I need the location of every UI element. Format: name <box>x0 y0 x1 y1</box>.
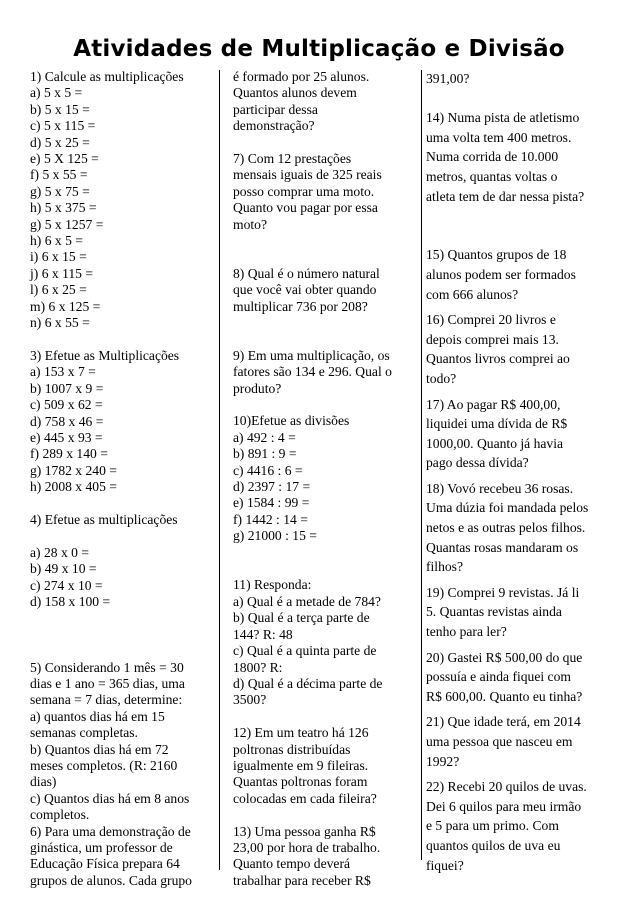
col2-line: trabalhar para receber R$ <box>233 872 371 888</box>
col1-line: b) Quantos dias há em 72 <box>30 741 169 757</box>
col1-line: ginástica, um professor de <box>30 840 173 855</box>
col3-line: pago dessa dívida? <box>426 455 529 471</box>
col2-line: 8) Qual é o número natural <box>233 265 380 281</box>
col2-line: colocadas em cada fileira? <box>233 790 377 806</box>
col2-line <box>233 709 415 725</box>
col3-line: atleta tem de dar nessa pista? <box>426 188 585 204</box>
col3-line: fiquei? <box>426 857 464 873</box>
col3-line: metros, quantas voltas o <box>426 168 558 184</box>
col2-line <box>233 397 415 413</box>
page-title: Atividades de Multiplicação e Divisão <box>73 36 565 62</box>
col3-line: uma pessoa que nasceu em <box>426 734 573 749</box>
col1-line <box>30 627 218 643</box>
col1-line: m) 6 x 125 = <box>30 298 101 314</box>
col2-line: b) 891 : 9 = <box>233 446 297 462</box>
col1-line: meses completos. (R: 2160 <box>30 757 178 773</box>
col3-line: Uma dúzia foi mandada pelos <box>426 500 589 516</box>
col1-line: 5) Considerando 1 mês = 30 <box>30 659 184 675</box>
col3-line: 20) Gastei R$ 500,00 do que <box>426 649 583 665</box>
col1-line: g) 5 x 75 = <box>30 183 90 199</box>
col2-line: que você vai obter quando <box>233 282 377 298</box>
col3-line: 22) Recebi 20 quilos de uvas. <box>426 779 587 795</box>
col3-line: tenho para ler? <box>426 624 507 640</box>
col2-line: 3500? <box>233 692 267 708</box>
col3-line: 19) Comprei 9 revistas. Já li <box>426 584 580 600</box>
col2-line: Quanto vou pagar por essa <box>233 200 378 216</box>
col1-line: h) 2008 x 405 = <box>30 479 117 495</box>
col1-line: 4) Efetue as multiplicações <box>30 511 178 527</box>
col3-line: 14) Numa pista de atletismo <box>426 110 580 126</box>
col2-line: 13) Uma pessoa ganha R$ <box>233 823 376 839</box>
col2-line: 1800? R: <box>233 659 283 675</box>
column-divider-2 <box>421 70 422 860</box>
column-divider-1 <box>219 70 220 870</box>
col2-line: Quantos alunos devem <box>233 85 357 101</box>
col1-line: completos. <box>30 807 90 823</box>
col1-line: a) 153 x 7 = <box>30 364 96 380</box>
col3-line: todo? <box>426 370 457 386</box>
col1-line: d) 158 x 100 = <box>30 593 111 609</box>
col1-line: d) 758 x 46 = <box>30 413 104 429</box>
col1-line: c) 274 x 10 = <box>30 577 103 593</box>
col3-line: 1992? <box>426 753 460 769</box>
col2-line: moto? <box>233 216 267 232</box>
col1-line: b) 5 x 15 = <box>30 101 90 117</box>
col3-line: e 5 para um primo. Com <box>426 818 559 834</box>
col1-line <box>30 496 218 512</box>
col1-line: a) 28 x 0 = <box>30 544 90 560</box>
col2-line: demonstração? <box>233 118 315 134</box>
col1-line: c) 509 x 62 = <box>30 397 103 413</box>
col1-line: dias e 1 ano = 365 dias, uma <box>30 675 185 691</box>
col2-line: Quanto tempo deverá <box>233 856 351 872</box>
col1-line: g) 5 x 1257 = <box>30 216 104 232</box>
col2-line: igualmente em 9 fileiras. <box>233 757 369 773</box>
col1-line: j) 6 x 115 = <box>30 265 94 281</box>
col1-line: g) 1782 x 240 = <box>30 462 117 478</box>
col3-line: 5. Quantas revistas ainda <box>426 604 562 620</box>
col1-line: f) 5 x 55 = <box>30 167 88 183</box>
col2-line: produto? <box>233 380 282 396</box>
col3-line: 17) Ao pagar R$ 400,00, <box>426 396 561 412</box>
col2-line: f) 1442 : 14 = <box>233 511 308 527</box>
col1-line: 6) Para uma demonstração de <box>30 823 191 839</box>
col2-line: 23,00 por hora de trabalho. <box>233 839 381 855</box>
col3-line <box>426 206 616 226</box>
col2-line: a) Qual é a metade de 784? <box>233 593 381 609</box>
col3-line: Dei 6 quilos para meu irmão <box>426 798 582 814</box>
col2-line: poltronas distribuídas <box>233 741 351 757</box>
col2-line <box>233 249 415 265</box>
col3-line: alunos podem ser formados <box>426 266 576 282</box>
col1-line: semanas completas. <box>30 725 138 741</box>
col1-line: h) 5 x 375 = <box>30 200 97 216</box>
col3-line <box>426 226 616 246</box>
col1-line <box>30 332 218 348</box>
col3-line: netos e as outras pelos filhos. <box>426 520 586 536</box>
col2-line: Quantas poltronas foram <box>233 774 368 790</box>
col3-line: Quantas rosas mandaram os <box>426 539 579 555</box>
col2-line: 10)Efetue as divisões <box>233 413 350 429</box>
col1-line: 1) Calcule as multiplicações <box>30 69 184 84</box>
col1-line: l) 6 x 25 = <box>30 282 87 298</box>
col1-line: a) 5 x 5 = <box>30 85 83 101</box>
col1-line: dias) <box>30 774 57 790</box>
col1-line: h) 6 x 5 = <box>30 233 83 249</box>
col3-line: Quantos livros comprei ao <box>426 351 570 367</box>
col1-line: f) 289 x 140 = <box>30 446 108 462</box>
col2-line: 7) Com 12 prestações <box>233 151 352 167</box>
col1-line: n) 6 x 55 = <box>30 315 90 331</box>
col2-line: 9) Em uma multiplicação, os <box>233 347 390 363</box>
col2-line: a) 492 : 4 = <box>233 429 296 445</box>
col2-line: posso comprar uma moto. <box>233 183 375 199</box>
col2-line: fatores são 134 e 296. Qual o <box>233 364 392 380</box>
col2-line: d) 2397 : 17 = <box>233 479 311 495</box>
col3-line: com 666 alunos? <box>426 286 519 302</box>
col2-line: c) 4416 : 6 = <box>233 462 303 478</box>
col2-line: 11) Responda: <box>233 577 312 593</box>
col3-line: 16) Comprei 20 livros e <box>426 312 556 328</box>
col1-line: e) 445 x 93 = <box>30 429 103 445</box>
col2-line <box>233 233 415 249</box>
col3-line: 18) Vovó recebeu 36 rosas. <box>426 480 574 496</box>
col2-line: é formado por 25 alunos. <box>233 69 370 84</box>
column-3 <box>426 69 616 875</box>
col1-line: i) 6 x 15 = <box>30 249 87 265</box>
col2-line: e) 1584 : 99 = <box>233 495 310 511</box>
col3-line: filhos? <box>426 559 463 575</box>
col2-line <box>233 331 415 347</box>
col2-line: multiplicar 736 por 208? <box>233 298 368 314</box>
col1-line: c) 5 x 115 = <box>30 118 96 134</box>
col3-line: 15) Quantos grupos de 18 <box>426 247 567 263</box>
column-1 <box>30 69 218 889</box>
col2-line: g) 21000 : 15 = <box>233 528 317 544</box>
col1-line: d) 5 x 25 = <box>30 134 90 150</box>
column-2 <box>233 69 415 889</box>
col1-line: a) quantos dias há em 15 <box>30 708 165 724</box>
col2-line: c) Qual é a quinta parte de <box>233 643 377 659</box>
col2-line <box>233 561 415 577</box>
col3-line: depois comprei mais 13. <box>426 331 559 347</box>
col3-line: Numa corrida de 10.000 <box>426 149 559 165</box>
col3-line: 1000,00. Quanto já havia <box>426 435 564 451</box>
col2-line: participar dessa <box>233 101 318 117</box>
col1-line: c) Quantos dias há em 8 anos <box>30 790 190 806</box>
col2-line: mensais iguais de 325 reais <box>233 167 382 183</box>
col3-line: liquidei uma dívida de R$ <box>426 416 568 432</box>
col1-line: Educação Física prepara 64 <box>30 856 180 872</box>
col1-line: b) 49 x 10 = <box>30 561 97 577</box>
col2-line: d) Qual é a décima parte de <box>233 675 383 691</box>
col2-line: b) Qual é a terça parte de <box>233 610 370 626</box>
col1-line <box>30 610 218 626</box>
col3-line: possuía e ainda fiquei com <box>426 669 571 685</box>
col2-line <box>233 315 415 331</box>
col2-line <box>233 807 415 823</box>
col3-line: uma volta tem 400 metros. <box>426 129 572 145</box>
col2-line <box>233 545 415 561</box>
col1-line: 3) Efetue as Multiplicações <box>30 347 180 363</box>
col3-line: 21) Que idade terá, em 2014 <box>426 714 581 730</box>
col3-line: 391,00? <box>426 71 470 86</box>
col3-line <box>426 89 616 109</box>
col1-line <box>30 643 218 659</box>
col2-line: 12) Em um teatro há 126 <box>233 725 369 741</box>
col1-line: b) 1007 x 9 = <box>30 380 104 396</box>
col1-line: e) 5 X 125 = <box>30 151 99 167</box>
col2-line <box>233 135 415 151</box>
col3-line: R$ 600,00. Quanto eu tinha? <box>426 688 583 704</box>
col1-line: semana = 7 dias, determine: <box>30 692 183 708</box>
col3-line: quantos quilos de uva eu <box>426 837 561 853</box>
col2-line: 144? R: 48 <box>233 626 293 642</box>
col1-line: grupos de alunos. Cada grupo <box>30 872 192 888</box>
col1-line <box>30 528 218 544</box>
